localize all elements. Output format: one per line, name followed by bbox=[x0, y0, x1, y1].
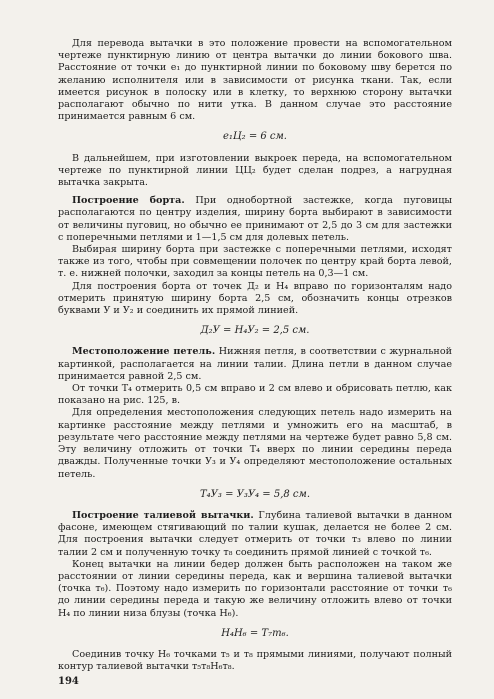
paragraph bbox=[58, 195, 452, 244]
formula: Т₄У₃ = У₃У₄ = 5,8 см. bbox=[199, 488, 310, 500]
section-heading: Местоположение петель. bbox=[72, 346, 216, 358]
paragraph bbox=[58, 346, 452, 383]
paragraph: Для перевода вытачки в это положение провести на вспомогательном чертеже пунктирную линию от центра вытачки до линии бокового шва. Расстояние от точки e₁ до пунктирной линии по боковому шву берется по желанию исполнителя или в зависимости от рисунка ткани. Так, если имеется рисунок в полоску или в клетку, то верхнюю сторону вытачки располагают обычно по нити утка. В данном случае это расстояние принимается равным 6 см. bbox=[58, 38, 452, 123]
formula: Д₂У = Н₄У₂ = 2,5 см. bbox=[200, 325, 310, 337]
paragraph: Для построения борта от точек Д₂ и Н₄ вправо по горизонталям надо отмерить принятую ширину борта 2,5 см, обозначить концы отрезков буквами У и У₂ и соединить их прямой линией. bbox=[58, 280, 452, 317]
paragraph bbox=[58, 510, 452, 559]
paragraph: Соединив точку Н₆ точками т₅ и т₈ прямыми линиями, получают полный контур талиевой вытачки т₅т₈Н₆т₈. bbox=[58, 648, 452, 673]
paragraph: От точки Т₄ отмерить 0,5 см вправо и 2 см влево и обрисовать петлю, как показано на рис. 125, в. bbox=[58, 383, 452, 407]
paragraph-text: Глубина талиевой вытачки в данном фасоне, имеющем стягивающий по талии кушак, делается не более 2 см. Для построения вытачки следует отмерить от точки т₃ влево по линии талии 2 см и полученную точку т₈ соединить прямой линией с точкой т₆. bbox=[58, 509, 452, 558]
formula: e₁Ц₂ = 6 см. bbox=[222, 131, 287, 143]
paragraph-text: Нижняя петля, в соответствии с журнальной картинкой, располагается на линии талии. Длина петли в данном случае принимается равной 2,5 см. bbox=[58, 346, 452, 382]
paragraph: В дальнейшем, при изготовлении выкроек переда, на вспомогательном чертеже по пунктирной линии ЦЦ₂ будет сделан подрез, а нагрудная вытачка закрыта. bbox=[58, 152, 452, 189]
section-heading: Построение борта. bbox=[72, 195, 185, 207]
paragraph-text: При однобортной застежке, когда пуговицы располагаются по центру изделия, ширину борта выбирают в зависимости от величины пуговиц, но обычно ее принимают от 2,5 до 3 см для застежки с поперечными петлями и 1—1,5 см для долевых петель. bbox=[58, 195, 452, 243]
paragraph: Для определения местоположения следующих петель надо измерить на картинке расстояние между петлями и умножить его на масштаб, в результате чего расстояние между петлями на чертеже будет равно 5,8 см. Эту величину отложить от точки Т₄ вверх по линии середины переда дважды. Полученные точки У₃ и У₄ определяют местоположение остальных петель. bbox=[58, 407, 452, 480]
formula: Н₄Н₆ = Т₇т₆. bbox=[221, 627, 289, 639]
paragraph: Конец вытачки на линии бедер должен быть расположен на таком же расстоянии от линии середины переда, как и вершина талиевой вытачки (точка т₆). Поэтому надо измерить по горизонтали расстояние от точки т₆ до линии середины переда и такую же величину отложить влево от точки Н₄ по линии низа блузы (точка Н₆). bbox=[58, 558, 452, 619]
section-heading: Построение талиевой вытачки. bbox=[72, 509, 254, 521]
page-number: 194 bbox=[58, 676, 79, 687]
paragraph: Выбирая ширину борта при застежке с поперечными петлями, исходят также из того, чтобы при совмещении полочек по центру край борта левой, т. е. нижней полочки, заходил за концы петель на 0,3—1 см. bbox=[58, 244, 452, 280]
